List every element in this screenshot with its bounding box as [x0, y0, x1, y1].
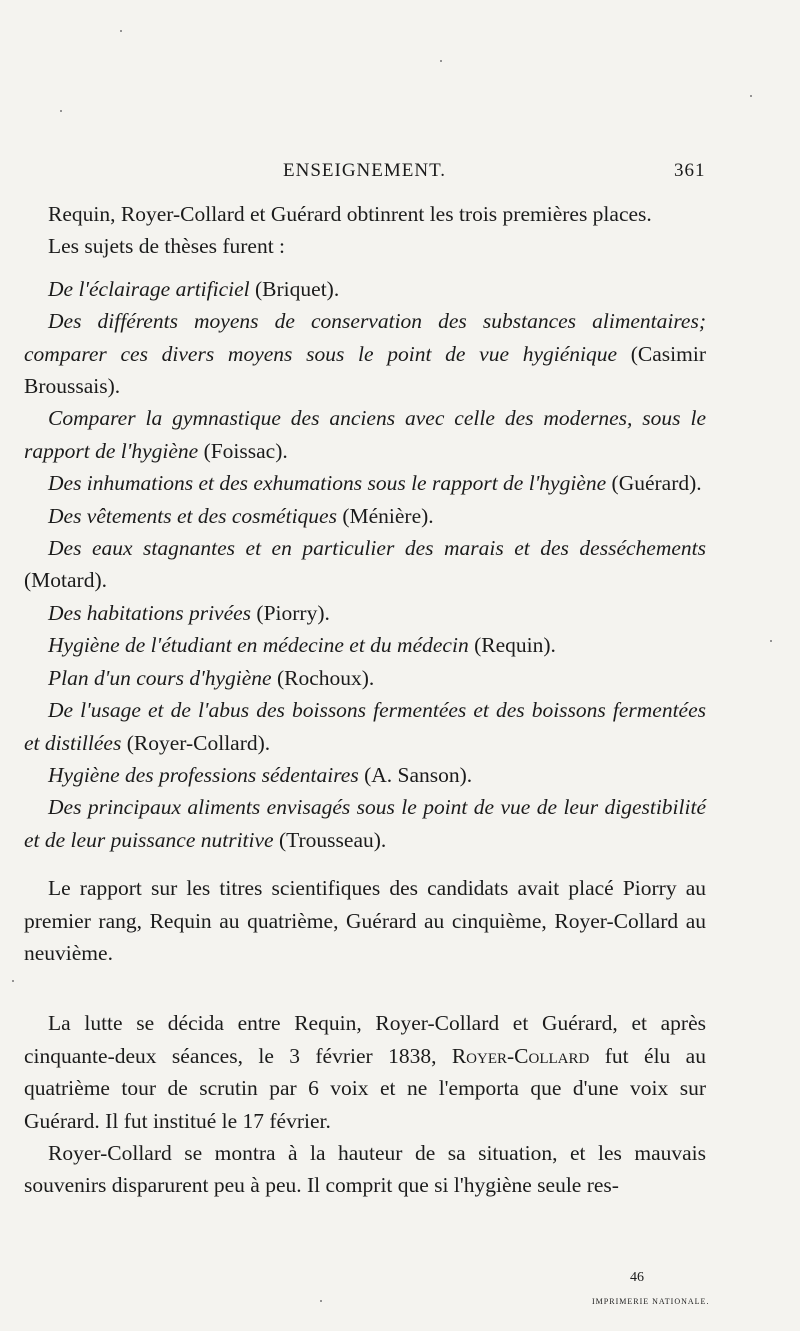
thesis-author: (Trousseau).: [273, 827, 387, 852]
body-text: [24, 198, 706, 1202]
thesis-author: (Foissac).: [198, 438, 288, 463]
page-number: 361: [674, 160, 706, 181]
paper-speck: [750, 95, 752, 97]
paper-speck: [120, 30, 122, 32]
thesis-title: Hygiène de l'étudiant en médecine et du médecin: [48, 633, 469, 658]
thesis-author: (Royer-Collard).: [121, 730, 271, 755]
thesis-item: [24, 402, 706, 467]
printer-imprint: IMPRIMERIE NATIONALE.: [592, 1297, 710, 1306]
thesis-item: [24, 597, 706, 629]
thesis-item: [24, 759, 706, 791]
paper-speck: [60, 110, 62, 112]
thesis-author: (Piorry).: [251, 600, 330, 625]
paper-speck: [440, 60, 442, 62]
thesis-title: Hygiène des professions sédentaires: [48, 762, 359, 787]
thesis-item: [24, 532, 706, 597]
thesis-author: (Requin).: [468, 633, 556, 658]
thesis-author: (A. Sanson).: [358, 762, 473, 787]
paper-speck: [320, 1300, 322, 1302]
thesis-item: [24, 694, 706, 759]
thesis-author: (Briquet).: [249, 276, 340, 301]
thesis-title: Comparer la gymnastique des anciens avec celle des modernes, sous le rapport de l'hygiène: [24, 406, 706, 463]
thesis-title: Des eaux stagnantes et en particulier des marais et des desséchements: [48, 536, 706, 561]
thesis-title: Des différents moyens de conservation des substances alimentaires; comparer ces divers moyens sous le point de vue hygiénique: [24, 309, 706, 366]
thesis-author: (Casimir Broussais).: [24, 341, 706, 399]
elected-name: Royer-Collard: [451, 1043, 590, 1068]
thesis-item: [24, 467, 706, 499]
thesis-title: De l'éclairage artificiel: [48, 276, 250, 301]
thesis-item: [24, 305, 706, 402]
paragraph-theses-intro: Les sujets de thèses furent :: [48, 234, 286, 259]
thesis-title: Plan d'un cours d'hygiène: [48, 665, 272, 690]
theses-list: [24, 273, 706, 856]
thesis-title: Des principaux aliments envisagés sous le point de vue de leur digestibilité et de leur puissance nutritive: [24, 795, 706, 852]
election-text-end: fut élu au quatrième tour de scrutin par 6 voix et ne l'emporta que d'une voix sur Guérard. Il fut institué le 17 février.: [24, 1043, 706, 1133]
thesis-item: [24, 273, 706, 305]
paragraph-conclusion: Royer-Collard se montra à la hauteur de sa situation, et les mauvais souvenirs disparurent peu à peu. Il comprit que si l'hygiène seule res-: [24, 1140, 706, 1198]
thesis-author: (Ménière).: [336, 503, 434, 528]
paragraph-rapport: Le rapport sur les titres scientifiques des candidats avait placé Piorry au premier rang, Requin au quatrième, Guérard au cinquième, Royer-Collard au neuvième.: [24, 876, 706, 965]
thesis-author: (Motard).: [24, 568, 107, 593]
thesis-title: De l'usage et de l'abus des boissons fermentées et des boissons fermentées et distillées: [24, 698, 706, 755]
signature-mark: 46: [630, 1270, 644, 1285]
thesis-item: [24, 791, 706, 856]
thesis-author: (Rochoux).: [271, 665, 375, 690]
thesis-item: [24, 629, 706, 661]
paper-speck: [12, 980, 14, 982]
paragraph-results: Requin, Royer-Collard et Guérard obtinrent les trois premières places.: [48, 202, 652, 226]
thesis-title: Des vêtements et des cosmétiques: [48, 503, 337, 528]
thesis-author: (Guérard).: [606, 471, 702, 496]
election-text-start: La lutte se décida entre Requin, Royer-Collard et Guérard, et après cinquante-deux séances, le 3 février 1838,: [24, 1011, 706, 1068]
running-head: ENSEIGNEMENT.: [283, 160, 447, 181]
thesis-item: [24, 500, 706, 532]
thesis-title: Des inhumations et des exhumations sous le rapport de l'hygiène: [48, 471, 607, 496]
paper-speck: [770, 640, 772, 642]
paragraph-election: [24, 1007, 706, 1137]
page-header: [0, 160, 800, 190]
thesis-item: [24, 662, 706, 694]
thesis-title: Des habitations privées: [48, 600, 252, 625]
